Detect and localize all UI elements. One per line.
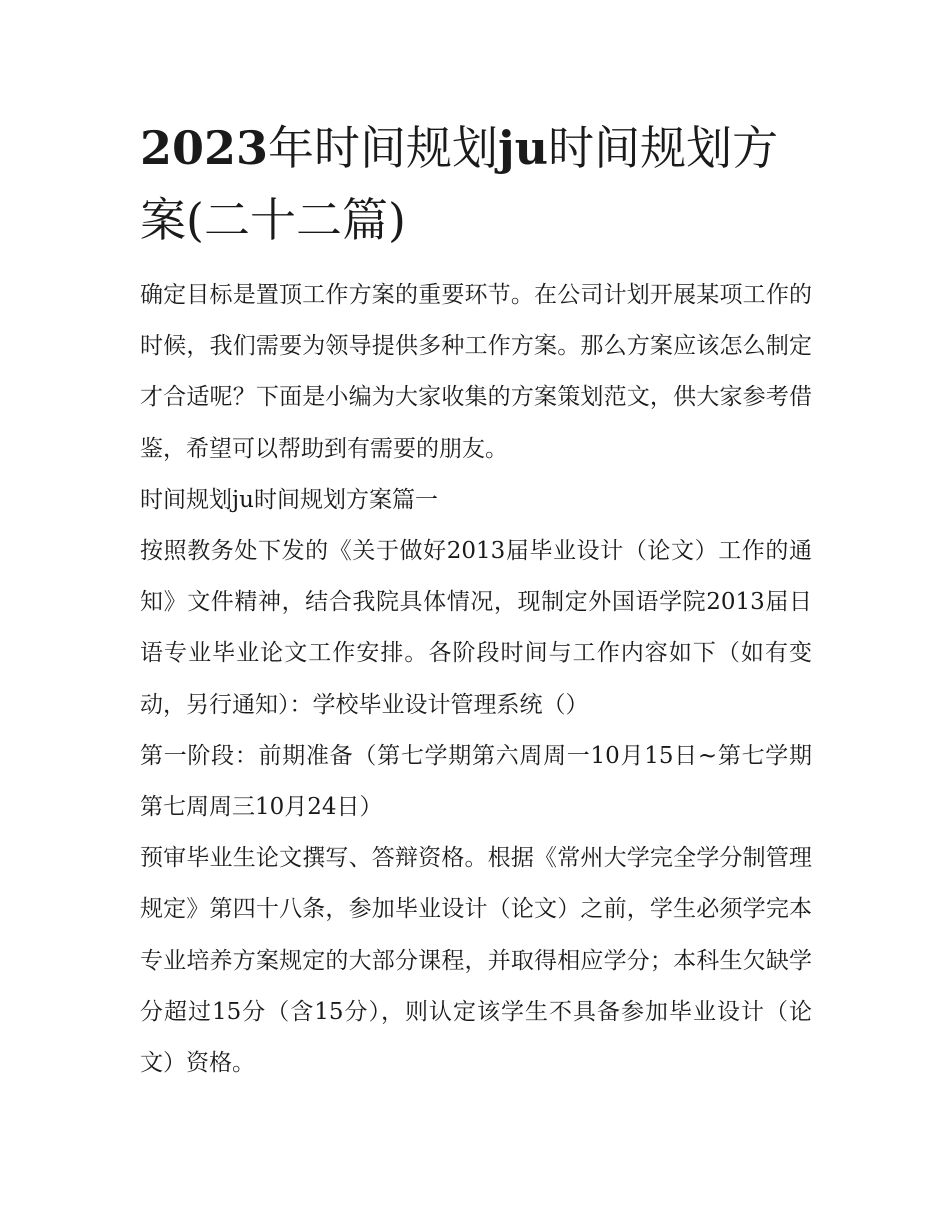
body-paragraph-notice: 按照教务处下发的《关于做好2013届毕业设计（论文）工作的通知》文件精神，结合我院具体情况，现制定外国语学院2013届日语专业毕业论文工作安排。各阶段时间与工作内容如下（如有变动，另行通知）：学校毕业设计管理系统（） [140, 538, 812, 718]
intro-paragraph: 确定目标是置顶工作方案的重要环节。在公司计划开展某项工作的时候，我们需要为领导提供多种工作方案。那么方案应该怎么制定才合适呢？下面是小编为大家收集的方案策划范文，供大家参考借鉴，希望可以帮助到有需要的朋友。 [140, 282, 812, 462]
body-paragraph-qualification: 预审毕业生论文撰写、答辩资格。根据《常州大学完全学分制管理规定》第四十八条，参加毕业设计（论文）之前，学生必须学完本专业培养方案规定的大部分课程，并取得相应学分；本科生欠缺学分超过15分（含15分），则认定该学生不具备参加毕业设计（论文）资格。 [140, 845, 812, 1077]
title-text-1: 年时间规划 [268, 121, 499, 175]
document-title [140, 112, 812, 256]
title-ju: ju [498, 121, 549, 175]
body-paragraph-stage-one: 第一阶段：前期准备（第七学期第六周周一10月15日~第七学期第七周周三10月24日） [140, 742, 812, 821]
title-spacer [140, 256, 812, 270]
section-heading: 时间规划ju时间规划方案篇一 [140, 486, 438, 513]
title-year: 2023 [140, 121, 269, 175]
title-text-2: 时间规划方案(二十二篇) [140, 121, 779, 247]
document-page [140, 112, 812, 1089]
